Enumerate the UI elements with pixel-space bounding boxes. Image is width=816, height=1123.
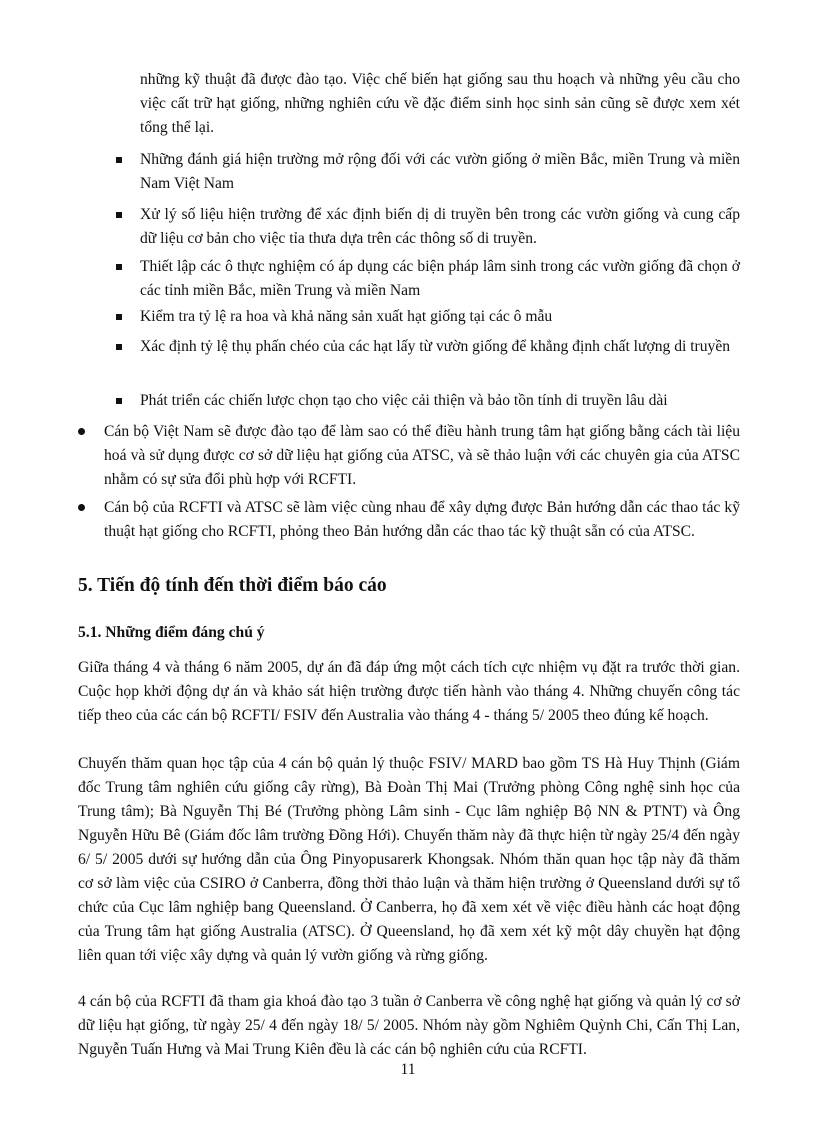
section-heading: 5. Tiến độ tính đến thời điểm báo cáo bbox=[78, 575, 387, 596]
page-number: 11 bbox=[400, 1061, 416, 1078]
square-bullet-icon bbox=[116, 314, 122, 320]
list-item bbox=[116, 389, 740, 413]
body-paragraph: 4 cán bộ của RCFTI đã tham gia khoá đào tạo 3 tuần ở Canberra về công nghệ hạt giống và quản lý cơ sở dữ liệu hạt giống, từ ngày 25/ 4 đến ngày 18/ 5/ 2005. Nhóm này gồm Nghiêm Quỳnh Chi, Cấn Thị Lan, Nguyễn Tuấn Hưng và Mai Trung Kiên đều là các cán bộ nghiên cứu của RCFTI. bbox=[78, 993, 740, 1058]
round-bullet-icon bbox=[78, 428, 85, 435]
list-item bbox=[116, 255, 740, 303]
list-item-text: Xác định tỷ lệ thụ phấn chéo của các hạt lấy từ vườn giống để khẳng định chất lượng di truyền bbox=[140, 338, 731, 355]
list-item bbox=[116, 203, 740, 251]
body-paragraph: Chuyến thăm quan học tập của 4 cán bộ quản lý thuộc FSIV/ MARD bao gồm TS Hà Huy Thịnh (Giám đốc Trung tâm nghiên cứu giống cây rừng), Bà Đoàn Thị Mai (Trưởng phòng Công nghệ sinh học của Trung tâm); Bà Nguyễn Thị Bé (Trưởng phòng Lâm sinh - Cục lâm nghiệp Bộ NN & PTNT) và Ông Nguyễn Hữu Bê (Giám đốc lâm trường Đồng Hới). Chuyến thăm này đã thực hiện từ ngày 25/4 đến ngày 6/ 5/ 2005 dưới sự hướng dẫn của Ông Pinyopusarerk Khongsak. Nhóm thăn quan học tập này đã thăm cơ sở làm việc của CSIRO ở Canberra, đồng thời thảo luận và thăm hiện trường ở Queensland dưới sự tổ chức của Cục lâm nghiệp bang Queensland. Ở Canberra, họ đã xem xét về việc điều hành các hoạt động của Trung tâm hạt giống Australia (ATSC). Ở Queensland, họ đã xem xét kỹ một dây chuyền hạt động liên quan tới việc xây dựng và quản lý vườn giống và rừng giống. bbox=[78, 755, 740, 964]
list-item-text: Phát triển các chiến lược chọn tạo cho việc cải thiện và bảo tồn tính di truyền lâu dài bbox=[140, 392, 668, 409]
subsection-heading: 5.1. Những điểm đáng chú ý bbox=[78, 624, 265, 641]
list-item bbox=[116, 335, 740, 359]
list-item-text: Xử lý số liệu hiện trường để xác định biến dị di truyền bên trong các vườn giống và cung cấp dữ liệu cơ bản cho việc tỉa thưa dựa trên các thông số di truyền. bbox=[140, 206, 740, 247]
list-item bbox=[78, 420, 740, 492]
square-bullet-icon bbox=[116, 157, 122, 163]
square-bullet-icon bbox=[116, 398, 122, 404]
square-bullet-icon bbox=[116, 344, 122, 350]
square-bullet-icon bbox=[116, 212, 122, 218]
square-bullet-icon bbox=[116, 264, 122, 270]
body-paragraph: Giữa tháng 4 và tháng 6 năm 2005, dự án đã đáp ứng một cách tích cực nhiệm vụ đặt ra trước thời gian. Cuộc họp khởi động dự án và khảo sát hiện trường được tiến hành vào tháng 4. Những chuyến công tác tiếp theo của các cán bộ RCFTI/ FSIV đến Australia vào tháng 4 - tháng 5/ 2005 theo đúng kế hoạch. bbox=[78, 659, 740, 724]
list-item-text: Kiểm tra tỷ lệ ra hoa và khả năng sản xuất hạt giống tại các ô mẫu bbox=[140, 308, 553, 325]
list-item bbox=[116, 305, 740, 329]
list-item-text: Cán bộ của RCFTI và ATSC sẽ làm việc cùng nhau để xây dựng được Bản hướng dẫn các thao tác kỹ thuật hạt giống cho RCFTI, phỏng theo Bản hướng dẫn các thao tác kỹ thuật sẵn có của ATSC. bbox=[104, 499, 740, 540]
list-item-text: Thiết lập các ô thực nghiệm có áp dụng các biện pháp lâm sinh trong các vườn giống đã chọn ở các tỉnh miền Bắc, miền Trung và miền Nam bbox=[140, 258, 740, 299]
list-item bbox=[116, 148, 740, 196]
list-item-text: Những đánh giá hiện trường mở rộng đối với các vườn giống ở miền Bắc, miền Trung và miền Nam Việt Nam bbox=[140, 151, 740, 192]
list-item-text: Cán bộ Việt Nam sẽ được đào tạo để làm sao có thể điều hành trung tâm hạt giống bằng cách tài liệu hoá và sử dụng được cơ sở dữ liệu hạt giống của ATSC, và sẽ thảo luận với các chuyên gia của ATSC nhằm có sự sửa đổi phù hợp với RCFTI. bbox=[104, 423, 740, 488]
list-item bbox=[78, 496, 740, 544]
continuation-paragraph: những kỹ thuật đã được đào tạo. Việc chế biến hạt giống sau thu hoạch và những yêu cầu cho việc cất trữ hạt giống, những nghiên cứu về đặc điểm sinh học sinh sản cũng sẽ được xem xét tổng thể lại. bbox=[140, 71, 740, 136]
round-bullet-icon bbox=[78, 504, 85, 511]
